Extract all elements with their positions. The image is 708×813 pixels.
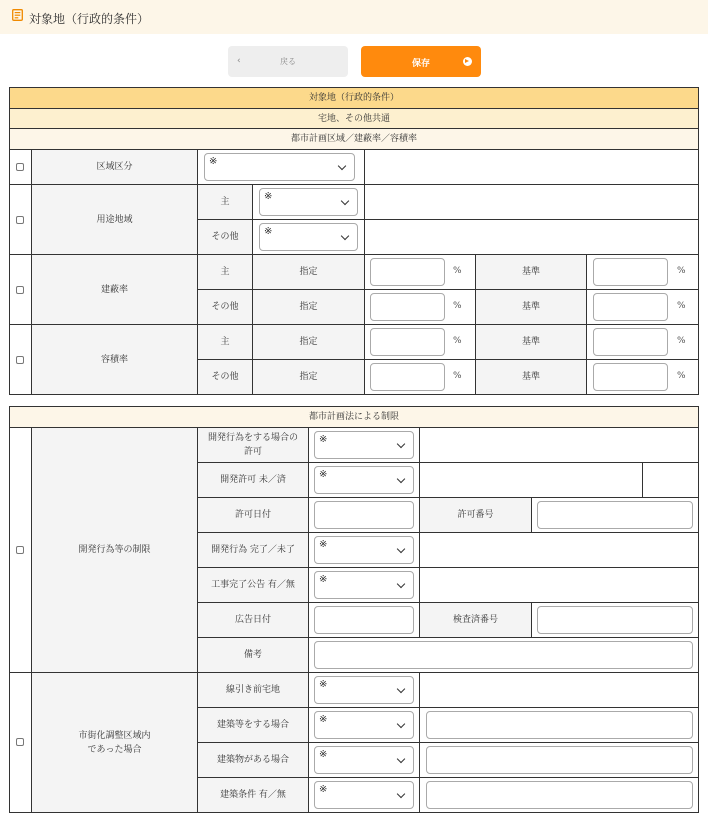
koukoku-date-cell bbox=[308, 602, 420, 638]
kenchikubutsu-value: ※ bbox=[319, 749, 328, 760]
biko-input[interactable] bbox=[314, 641, 693, 669]
kuiki-empty bbox=[364, 149, 699, 185]
chevron-down-icon bbox=[397, 475, 405, 483]
kaihatsu-checkbox[interactable] bbox=[16, 546, 24, 554]
kenchiku-suru-label: 建築等をする場合 bbox=[197, 707, 309, 743]
youto-main-empty bbox=[364, 184, 699, 220]
kenpei-main-shitei-label: 指定 bbox=[252, 254, 365, 290]
chevron-down-icon bbox=[397, 580, 405, 588]
youseki-other-shitei-label: 指定 bbox=[252, 359, 365, 395]
koukoku-label: 工事完了公告 有／無 bbox=[197, 567, 309, 603]
kenpei-main-shitei-cell bbox=[364, 254, 476, 290]
youto-main-select[interactable] bbox=[259, 188, 358, 216]
senbiki-cell bbox=[308, 672, 420, 708]
youto-checkbox[interactable] bbox=[16, 216, 24, 224]
page-title: 対象地（行政的条件） bbox=[29, 12, 150, 26]
youseki-main-shitei-label: 指定 bbox=[252, 324, 365, 360]
koukoku-date-label: 広告日付 bbox=[197, 602, 309, 638]
kenchikubutsu-input[interactable] bbox=[426, 746, 693, 774]
kenchikubutsu-select[interactable] bbox=[314, 746, 414, 774]
kenpei-label: 建蔽率 bbox=[31, 254, 198, 325]
section1-subtitle: 宅地、その他共通 bbox=[9, 108, 699, 129]
kaihatsu-kyoka-select[interactable] bbox=[314, 431, 414, 459]
kaihatsu-status-select[interactable] bbox=[314, 466, 414, 494]
kuiki-select[interactable] bbox=[204, 153, 355, 181]
kanryo-cell bbox=[308, 532, 420, 568]
chevron-down-icon bbox=[341, 197, 349, 205]
kenchiku-suru-cell bbox=[308, 707, 420, 743]
kenpei-other-shitei-cell bbox=[364, 289, 476, 325]
youto-main-select-cell bbox=[252, 184, 365, 220]
back-button-label: 戻る bbox=[280, 57, 296, 66]
percent-unit: % bbox=[453, 336, 462, 346]
youto-main-select-value: ※ bbox=[264, 191, 273, 202]
kensa-no-label: 検査済番号 bbox=[419, 602, 532, 638]
back-button[interactable] bbox=[228, 46, 348, 77]
kenchiku-suru-select[interactable] bbox=[314, 711, 414, 739]
kenpei-other-shitei-input[interactable] bbox=[370, 293, 445, 321]
chevron-down-icon bbox=[397, 440, 405, 448]
section2-title: 都市計画法による制限 bbox=[9, 406, 699, 428]
youseki-other-label: その他 bbox=[197, 359, 253, 395]
kenchikubutsu-cell bbox=[308, 742, 420, 778]
youseki-main-shitei-cell bbox=[364, 324, 476, 360]
kenpei-main-kijun-label: 基準 bbox=[475, 254, 587, 290]
senbiki-label: 線引き前宅地 bbox=[197, 672, 309, 708]
kanryo-empty bbox=[419, 532, 699, 568]
kaihatsu-status-value: ※ bbox=[319, 469, 328, 480]
kanryo-value: ※ bbox=[319, 539, 328, 550]
youseki-main-kijun-input[interactable] bbox=[593, 328, 668, 356]
koukoku-value: ※ bbox=[319, 574, 328, 585]
kaihatsu-status-label: 開発許可 未／済 bbox=[197, 462, 309, 498]
document-icon bbox=[12, 9, 23, 21]
youseki-other-kijun-label: 基準 bbox=[475, 359, 587, 395]
kaihatsu-kyoka-empty bbox=[419, 427, 699, 463]
jouken-text-cell bbox=[419, 777, 699, 813]
kenpei-checkbox-cell bbox=[9, 254, 32, 325]
arrow-circle-right-icon bbox=[463, 57, 472, 66]
youto-checkbox-cell bbox=[9, 184, 32, 255]
chevron-down-icon bbox=[397, 720, 405, 728]
jouken-cell bbox=[308, 777, 420, 813]
jouken-value: ※ bbox=[319, 784, 328, 795]
save-button[interactable] bbox=[361, 46, 481, 77]
youto-other-label: その他 bbox=[197, 219, 253, 255]
kaihatsu-status-cell bbox=[308, 462, 420, 498]
chevron-down-icon bbox=[397, 790, 405, 798]
kenchikubutsu-label: 建築物がある場合 bbox=[197, 742, 309, 778]
kyoka-no-input[interactable] bbox=[537, 501, 693, 529]
jouken-select[interactable] bbox=[314, 781, 414, 809]
kenchiku-suru-value: ※ bbox=[319, 714, 328, 725]
youto-other-select-cell bbox=[252, 219, 365, 255]
senbiki-value: ※ bbox=[319, 679, 328, 690]
kyoka-no-cell bbox=[531, 497, 699, 533]
kuiki-checkbox-cell bbox=[9, 149, 32, 185]
senbiki-select[interactable] bbox=[314, 676, 414, 704]
shigaika-label-line1: 市街化調整区域内 bbox=[78, 730, 151, 741]
koukoku-empty bbox=[419, 567, 699, 603]
youseki-main-kijun-cell bbox=[586, 324, 699, 360]
page-header bbox=[0, 0, 708, 34]
chevron-down-icon bbox=[397, 545, 405, 553]
chevron-down-icon bbox=[397, 685, 405, 693]
youto-other-empty bbox=[364, 219, 699, 255]
kaihatsu-status-empty bbox=[419, 462, 643, 498]
chevron-left-icon: ‹ bbox=[237, 56, 241, 66]
kanryo-label: 開発行為 完了／未了 bbox=[197, 532, 309, 568]
percent-unit: % bbox=[677, 266, 686, 276]
percent-unit: % bbox=[453, 371, 462, 381]
youseki-main-shitei-input[interactable] bbox=[370, 328, 445, 356]
kenpei-main-kijun-cell bbox=[586, 254, 699, 290]
jouken-label: 建築条件 有／無 bbox=[197, 777, 309, 813]
percent-unit: % bbox=[677, 336, 686, 346]
kensa-no-cell bbox=[531, 602, 699, 638]
kenpei-other-shitei-label: 指定 bbox=[252, 289, 365, 325]
shigaika-label-line2: であった場合 bbox=[87, 744, 142, 755]
percent-unit: % bbox=[453, 266, 462, 276]
youto-main-label: 主 bbox=[197, 184, 253, 220]
kaihatsu-checkbox-cell bbox=[9, 427, 32, 673]
kenpei-main-shitei-input[interactable] bbox=[370, 258, 445, 286]
youseki-other-kijun-input[interactable] bbox=[593, 363, 668, 391]
kaihatsu-label: 開発行為等の制限 bbox=[31, 427, 198, 673]
chevron-down-icon bbox=[338, 162, 346, 170]
kenpei-other-kijun-label: 基準 bbox=[475, 289, 587, 325]
youseki-other-shitei-input[interactable] bbox=[370, 363, 445, 391]
kaihatsu-kyoka-value: ※ bbox=[319, 434, 328, 445]
kyoka-date-cell bbox=[308, 497, 420, 533]
percent-unit: % bbox=[677, 301, 686, 311]
youseki-other-kijun-cell bbox=[586, 359, 699, 395]
kuiki-select-value: ※ bbox=[209, 156, 218, 167]
kyoka-date-input[interactable] bbox=[314, 501, 414, 529]
youto-other-select-value: ※ bbox=[264, 226, 273, 237]
kyoka-date-label: 許可日付 bbox=[197, 497, 309, 533]
kenpei-other-kijun-input[interactable] bbox=[593, 293, 668, 321]
kensa-no-input[interactable] bbox=[537, 606, 693, 634]
shigaika-checkbox-cell bbox=[9, 672, 32, 813]
koukoku-date-input[interactable] bbox=[314, 606, 414, 634]
kenchiku-suru-text-cell bbox=[419, 707, 699, 743]
save-button-label: 保存 bbox=[411, 59, 430, 69]
kenpei-other-label: その他 bbox=[197, 289, 253, 325]
youseki-label: 容積率 bbox=[31, 324, 198, 395]
kyoka-no-label: 許可番号 bbox=[419, 497, 532, 533]
percent-unit: % bbox=[677, 371, 686, 381]
jouken-input[interactable] bbox=[426, 781, 693, 809]
youseki-checkbox[interactable] bbox=[16, 356, 24, 364]
kaihatsu-kyoka-label: 開発行為をする場合の許可 bbox=[197, 427, 309, 463]
kanryo-select[interactable] bbox=[314, 536, 414, 564]
youto-other-select[interactable] bbox=[259, 223, 358, 251]
shigaika-checkbox[interactable] bbox=[16, 738, 24, 746]
kuiki-label: 区域区分 bbox=[31, 149, 198, 185]
kaihatsu-status-empty-2 bbox=[642, 462, 699, 498]
kuiki-checkbox[interactable] bbox=[16, 163, 24, 171]
kenchiku-suru-input[interactable] bbox=[426, 711, 693, 739]
youseki-main-label: 主 bbox=[197, 324, 253, 360]
koukoku-cell bbox=[308, 567, 420, 603]
kenpei-main-kijun-input[interactable] bbox=[593, 258, 668, 286]
kenpei-checkbox[interactable] bbox=[16, 286, 24, 294]
biko-label: 備考 bbox=[197, 637, 309, 673]
koukoku-select[interactable] bbox=[314, 571, 414, 599]
senbiki-empty bbox=[419, 672, 699, 708]
kenchikubutsu-text-cell bbox=[419, 742, 699, 778]
biko-cell bbox=[308, 637, 699, 673]
section1-group: 都市計画区域／建蔽率／容積率 bbox=[9, 128, 699, 150]
shigaika-label bbox=[31, 672, 198, 813]
youseki-main-kijun-label: 基準 bbox=[475, 324, 587, 360]
kaihatsu-kyoka-cell bbox=[308, 427, 420, 463]
kenpei-main-label: 主 bbox=[197, 254, 253, 290]
section1-title: 対象地（行政的条件） bbox=[9, 87, 699, 109]
youseki-checkbox-cell bbox=[9, 324, 32, 395]
kenpei-other-kijun-cell bbox=[586, 289, 699, 325]
kuiki-select-cell bbox=[197, 149, 365, 185]
youseki-other-shitei-cell bbox=[364, 359, 476, 395]
chevron-down-icon bbox=[397, 755, 405, 763]
percent-unit: % bbox=[453, 301, 462, 311]
youto-label: 用途地域 bbox=[31, 184, 198, 255]
chevron-down-icon bbox=[341, 232, 349, 240]
